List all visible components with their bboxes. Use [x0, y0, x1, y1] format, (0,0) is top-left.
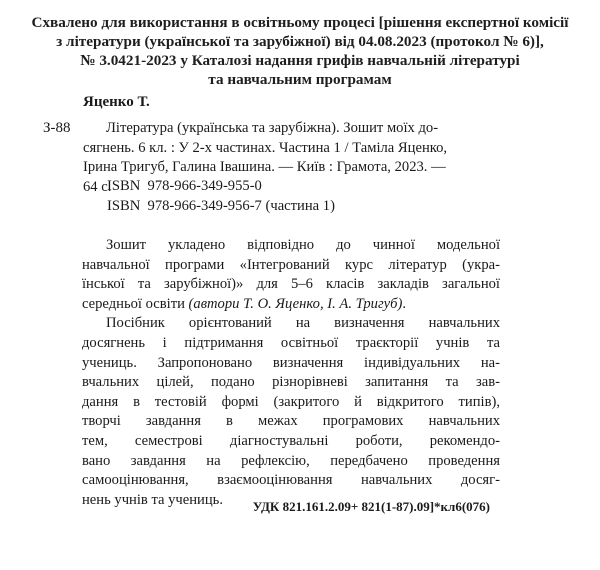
isbn-block — [107, 177, 335, 216]
annotation-line — [82, 295, 500, 315]
annotation-line: Посібник орієнтований на визначення навчальних — [106, 315, 500, 332]
annotation-paragraph-2 — [82, 314, 500, 510]
isbn-line: ISBN 978-966-349-955-0 — [107, 178, 262, 194]
approval-line: з літератури (української та зарубіжної) від 04.08.2023 (протокол № 6)], — [56, 33, 544, 50]
annotation-line: досягнень і підтримання освітньої траєкторії учнів та — [82, 334, 500, 351]
annotation-line: вчальних цілей, подано різнорівневі запитання та зав- — [82, 374, 500, 391]
biblio-line: сягнень. 6 кл. : У 2-х частинах. Частина 1 / Таміла Яценко, — [83, 139, 448, 156]
annotation-paragraph-1 — [82, 236, 500, 314]
approval-notice — [20, 13, 580, 89]
annotation-line: творчі завдання в межах програмових навчальних — [82, 413, 500, 430]
annotation-line: нень учнів та учениць. — [82, 491, 223, 508]
annotation-line: вано завдання на рефлексію, передбачено проведення — [82, 452, 500, 469]
annotation-line: учениць. Запропоновано визначення індивідуальних на- — [82, 354, 500, 371]
udc-code: УДК 821.161.2.09+ 821(1-87).09]*кл6(076) — [252, 499, 490, 514]
annotation-line: самооцінювання, взаємооцінювання навчальних досяг- — [82, 472, 500, 489]
annotation — [82, 236, 500, 510]
biblio-line: Література (українська та зарубіжна). Зошит моїх до- — [106, 120, 439, 136]
biblio-line: Ірина Тригуб, Галина Івашина. — Київ : Грамота, 2023. — — [83, 159, 446, 175]
isbn-line: ISBN 978-966-349-956-7 (частина 1) — [107, 197, 335, 214]
authors-note: (автори Т. О. Яценко, І. А. Тригуб) — [188, 295, 403, 312]
annotation-line: дання в тестовій формі (закритого й відкритого типів), — [82, 393, 500, 410]
approval-line: Схвалено для використання в освітньому процесі [рішення експертної комісії — [31, 14, 569, 31]
catalog-code: З-88 — [43, 120, 71, 136]
annotation-line: тем, семестрові діагностувальні роботи, рекомендо- — [82, 432, 500, 449]
annotation-text: . — [402, 295, 407, 312]
annotation-text: середньої освіти — [82, 295, 189, 312]
catalog-author: Яценко Т. — [83, 94, 150, 110]
annotation-line: навчальної програми «Інтегрований курс літератур (укра- — [82, 256, 500, 273]
annotation-line: їнської та зарубіжної)» для 5–6 класів закладів загальної — [82, 276, 500, 293]
approval-line: № 3.0421-2023 у Каталозі надання грифів навчальній літературі — [80, 52, 520, 69]
approval-line: та навчальним програмам — [208, 71, 392, 88]
biblio-line: 64 с. — [83, 178, 112, 195]
annotation-line: Зошит укладено відповідно до чинної модельної — [106, 237, 500, 253]
